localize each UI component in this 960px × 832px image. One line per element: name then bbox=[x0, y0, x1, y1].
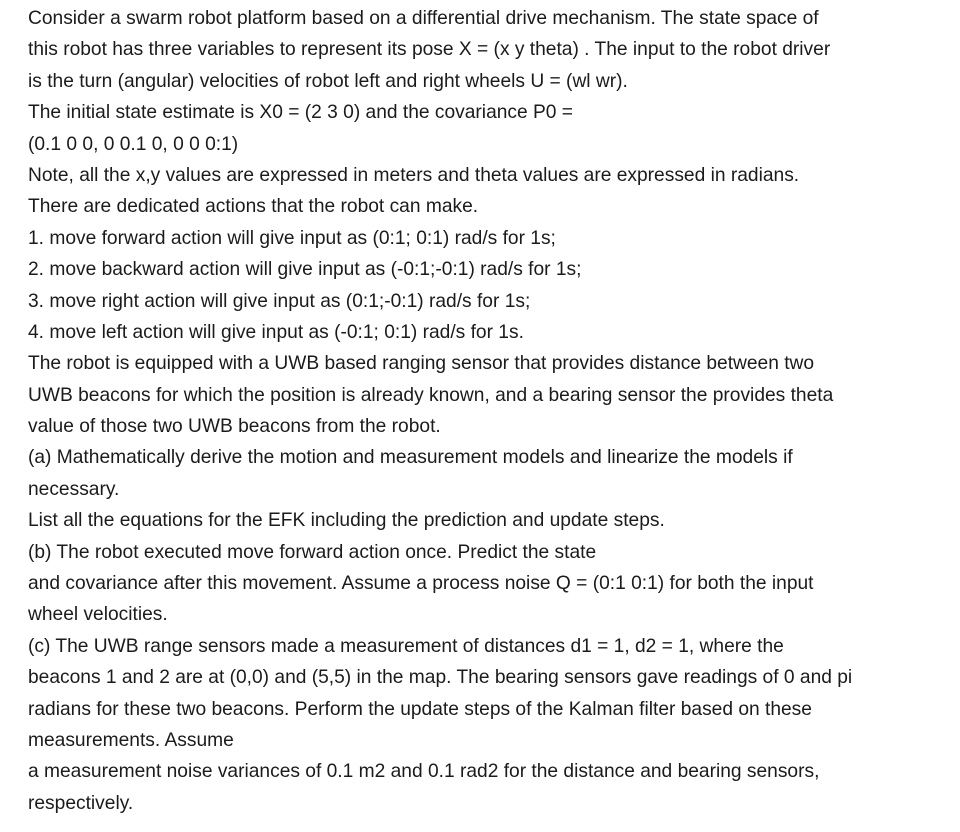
text-line: radians for these two beacons. Perform the update steps of the Kalman filter based on these bbox=[28, 698, 812, 720]
list-item: 4. move left action will give input as (-0:1; 0:1) rad/s for 1s. bbox=[28, 321, 524, 343]
text-line: is the turn (angular) velocities of robot left and right wheels U = (wl wr). bbox=[28, 70, 628, 92]
list-item: 3. move right action will give input as (0:1;-0:1) rad/s for 1s; bbox=[28, 290, 531, 312]
text-line: UWB beacons for which the position is already known, and a bearing sensor the provides theta bbox=[28, 384, 834, 406]
problem-text bbox=[28, 3, 958, 819]
text-line: beacons 1 and 2 are at (0,0) and (5,5) in the map. The bearing sensors gave readings of 0 and pi bbox=[28, 667, 853, 689]
text-line: List all the equations for the EFK including the prediction and update steps. bbox=[28, 510, 665, 532]
list-item: 2. move backward action will give input as (-0:1;-0:1) rad/s for 1s; bbox=[28, 259, 582, 281]
text-line: Consider a swarm robot platform based on a differential drive mechanism. The state space of bbox=[28, 8, 819, 29]
text-line: wheel velocities. bbox=[28, 604, 168, 626]
text-line: necessary. bbox=[28, 478, 120, 500]
text-line: measurements. Assume bbox=[28, 729, 234, 751]
question-b: (b) The robot executed move forward action once. Predict the state bbox=[28, 541, 597, 563]
text-line: and covariance after this movement. Assume a process noise Q = (0:1 0:1) for both the input bbox=[28, 573, 814, 595]
text-line: (0.1 0 0, 0 0.1 0, 0 0 0:1) bbox=[28, 133, 239, 155]
text-line: a measurement noise variances of 0.1 m2 and 0.1 rad2 for the distance and bearing sensors, bbox=[28, 761, 820, 783]
text-line: value of those two UWB beacons from the robot. bbox=[28, 416, 441, 438]
question-c: (c) The UWB range sensors made a measurement of distances d1 = 1, d2 = 1, where the bbox=[28, 635, 784, 657]
text-line: this robot has three variables to represent its pose X = (x y theta) . The input to the robot driver bbox=[28, 39, 831, 61]
text-line: There are dedicated actions that the robot can make. bbox=[28, 196, 479, 218]
text-line: respectively. bbox=[28, 792, 134, 814]
text-line: The initial state estimate is X0 = (2 3 0) and the covariance P0 = bbox=[28, 102, 574, 124]
list-item: 1. move forward action will give input as (0:1; 0:1) rad/s for 1s; bbox=[28, 227, 556, 249]
question-a: (a) Mathematically derive the motion and measurement models and linearize the models if bbox=[28, 447, 793, 469]
text-line: The robot is equipped with a UWB based ranging sensor that provides distance between two bbox=[28, 353, 815, 375]
text-line: Note, all the x,y values are expressed in meters and theta values are expressed in radians. bbox=[28, 164, 800, 186]
